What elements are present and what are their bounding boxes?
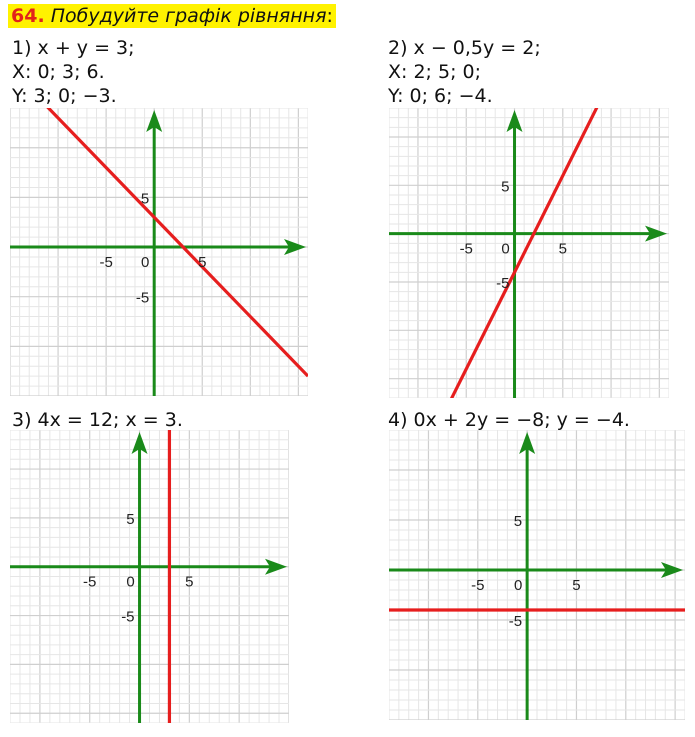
tick-label-origin: 0 [501,240,510,258]
problem-2-equation: 2) x − 0,5y = 2; [388,37,541,59]
problem-3-equation: 3) 4x = 12; x = 3. [12,409,183,431]
tick-label-y-neg: -5 [496,275,510,292]
problem-4-equation: 4) 0x + 2y = −8; y = −4. [388,409,630,431]
tick-label-x-neg: -5 [99,254,113,272]
tick-label-y-neg: -5 [508,613,523,630]
title-colon: : [326,5,333,27]
exercise-number: 64. [11,5,45,27]
problem-1-equation: 1) x + y = 3; [12,37,135,59]
problem-4-text [388,408,630,432]
tick-label-x-neg: -5 [83,573,97,591]
problem-1-text [12,36,135,108]
tick-label-origin: 0 [141,254,150,272]
tick-label-x-pos: 5 [198,254,207,272]
problem-2-x-values: X: 2; 5; 0; [388,61,482,83]
problem-1-y-values: Y: 3; 0; −3. [12,85,117,107]
tick-label-x-pos: 5 [572,577,581,594]
tick-label-x-pos: 5 [185,573,194,591]
exercise-title [8,4,336,28]
tick-label-origin: 0 [126,573,135,591]
tick-label-x-pos: 5 [558,240,567,258]
tick-label-y-pos: 5 [501,178,510,196]
graph-1 [10,108,308,396]
tick-label-y-pos: 5 [126,510,135,528]
problem-2-y-values: Y: 0; 6; −4. [388,85,493,107]
problem-2-text [388,36,541,108]
problem-3-text [12,408,183,432]
tick-label-x-neg: -5 [459,240,473,258]
tick-label-y-pos: 5 [140,190,150,208]
exercise-instruction: Побудуйте графік рівняння [50,5,327,27]
tick-label-origin: 0 [513,577,523,594]
graph-3 [10,430,289,723]
graph-2 [389,108,669,398]
tick-label-x-neg: -5 [471,577,485,594]
tick-label-y-pos: 5 [513,513,523,530]
problem-1-x-values: X: 0; 3; 6. [12,61,105,83]
graph-4 [389,430,685,720]
tick-label-y-neg: -5 [135,289,150,307]
tick-label-y-neg: -5 [121,608,135,626]
